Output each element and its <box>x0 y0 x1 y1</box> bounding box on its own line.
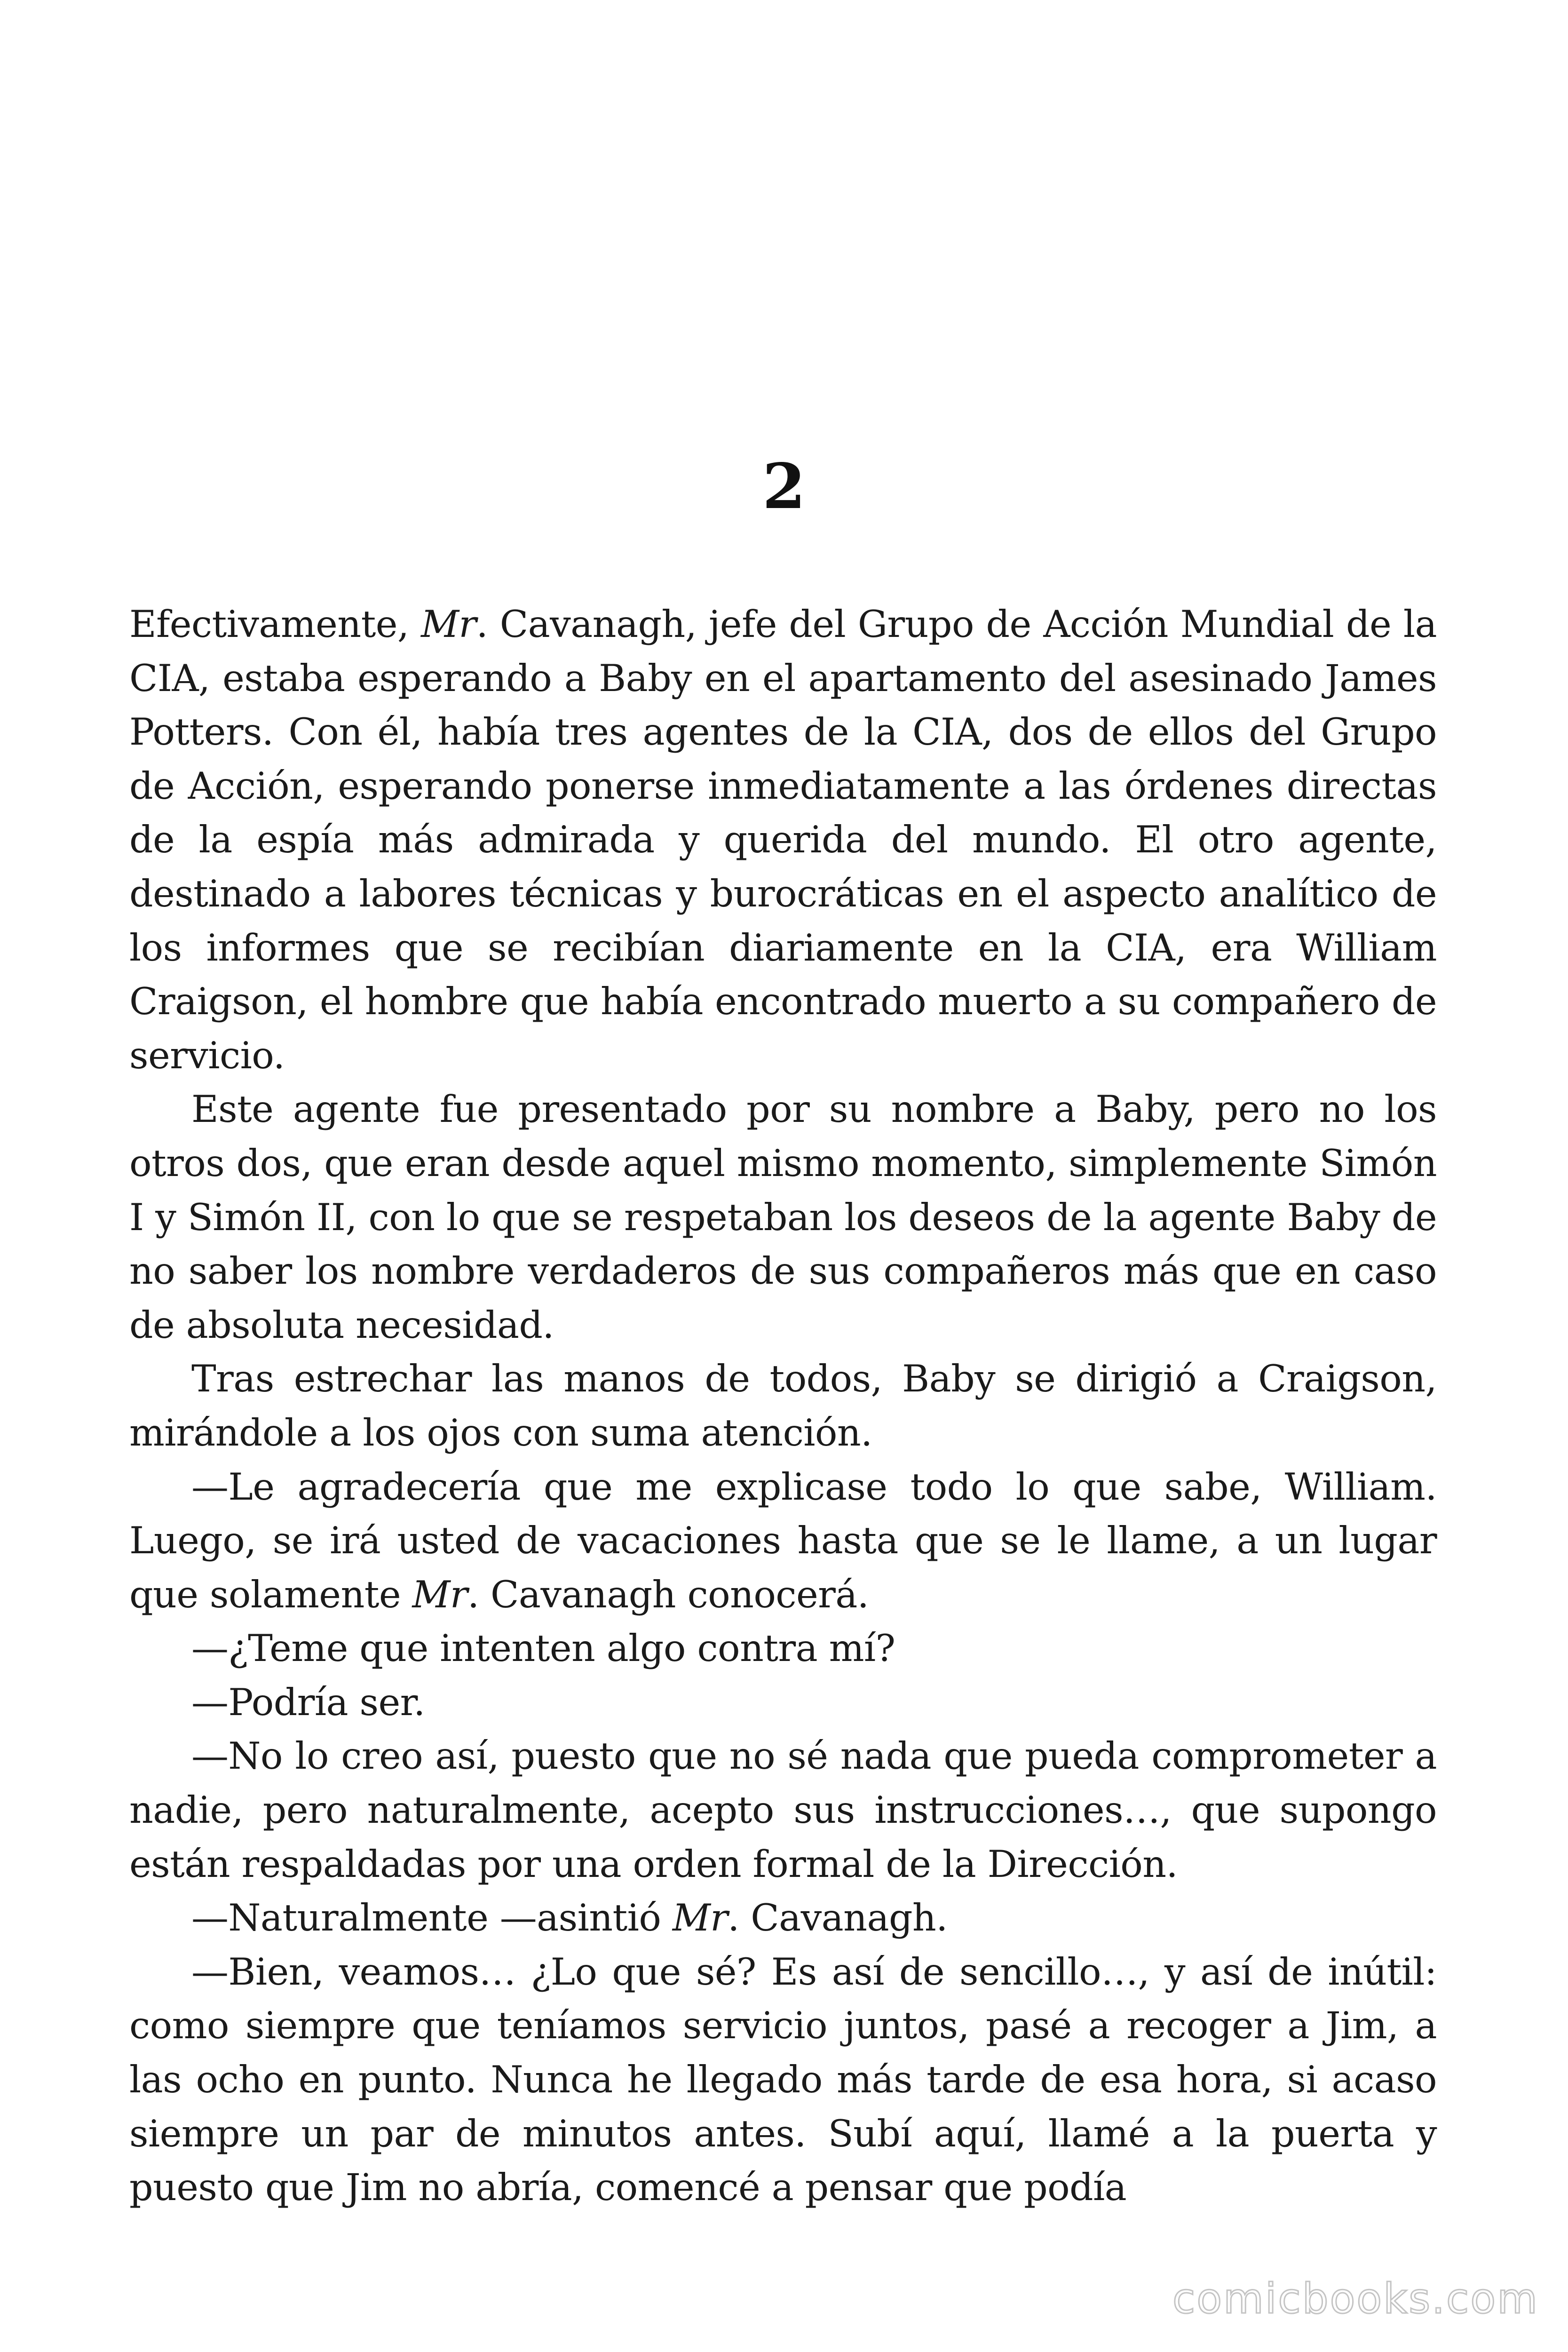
paragraph-text: Este agente fue presentado por su nombre a Baby, pero no los otros dos, que eran desde aquel mismo momento, simplemente Simón I y Simón II, con lo que se respetaban los deseos de la agente Baby de no saber los nombre verdaderos de sus compañeros más que en caso de absoluta necesidad. <box>129 1088 1437 1347</box>
paragraph-text: —¿Teme que intenten algo contra mí? <box>191 1627 895 1670</box>
paragraph <box>129 1621 1437 1676</box>
italic-abbreviation: Mr <box>672 1896 728 1940</box>
paragraph <box>129 1082 1437 1352</box>
paragraph <box>129 1945 1437 2215</box>
paragraph-text: . Cavanagh conocerá. <box>467 1573 869 1616</box>
watermark-text: comicbooks.com <box>1172 2274 1539 2323</box>
paragraph-text: Efectivamente, <box>129 603 421 646</box>
paragraph <box>129 597 1437 1082</box>
paragraph <box>129 1460 1437 1622</box>
italic-abbreviation: Mr <box>412 1573 468 1616</box>
paragraph-text: . Cavanagh, jefe del Grupo de Acción Mundial de la CIA, estaba esperando a Baby en el apartamento del asesinado James Potters. Con él, había tres agentes de la CIA, dos de ellos del Grupo de Acción, esperando ponerse inmediatamente a las órdenes directas de la espía más admirada y querida del mundo. El otro agente, destinado a labores técnicas y burocráticas en el aspecto analítico de los informes que se recibían diariamente en la CIA, era William Craigson, el hombre que había encontrado muerto a su compañero de servicio. <box>129 603 1437 1077</box>
paragraph <box>129 1729 1437 1891</box>
paragraph <box>129 1352 1437 1460</box>
paragraph-text: —Bien, veamos… ¿Lo que sé? Es así de sencillo…, y así de inútil: como siempre que teníamos servicio juntos, pasé a recoger a Jim, a las ocho en punto. Nunca he llegado más tarde de esa hora, si acaso siempre un par de minutos antes. Subí aquí, llamé a la puerta y puesto que Jim no abría, comencé a pensar que podía <box>129 1950 1437 2209</box>
paragraph-text: —Podría ser. <box>191 1680 425 1724</box>
paragraph-text: . Cavanagh. <box>728 1896 948 1940</box>
paragraph-text: —Le agradecería que me explicase todo lo que sabe, William. Luego, se irá usted de vacaciones hasta que se le llame, a un lugar que solamente <box>129 1465 1437 1616</box>
paragraph-text: Tras estrechar las manos de todos, Baby se dirigió a Craigson, mirándole a los ojos con suma atención. <box>129 1357 1437 1454</box>
chapter-number: 2 <box>762 450 806 523</box>
paragraph <box>129 1891 1437 1945</box>
italic-abbreviation: Mr <box>421 603 476 646</box>
paragraph-text: —No lo creo así, puesto que no sé nada que pueda comprometer a nadie, pero naturalmente, acepto sus instrucciones…, que supongo están respaldadas por una orden formal de la Dirección. <box>129 1734 1437 1886</box>
chapter-body-text <box>129 597 1437 2215</box>
paragraph-text: —Naturalmente —asintió <box>191 1896 673 1940</box>
paragraph <box>129 1676 1437 1730</box>
